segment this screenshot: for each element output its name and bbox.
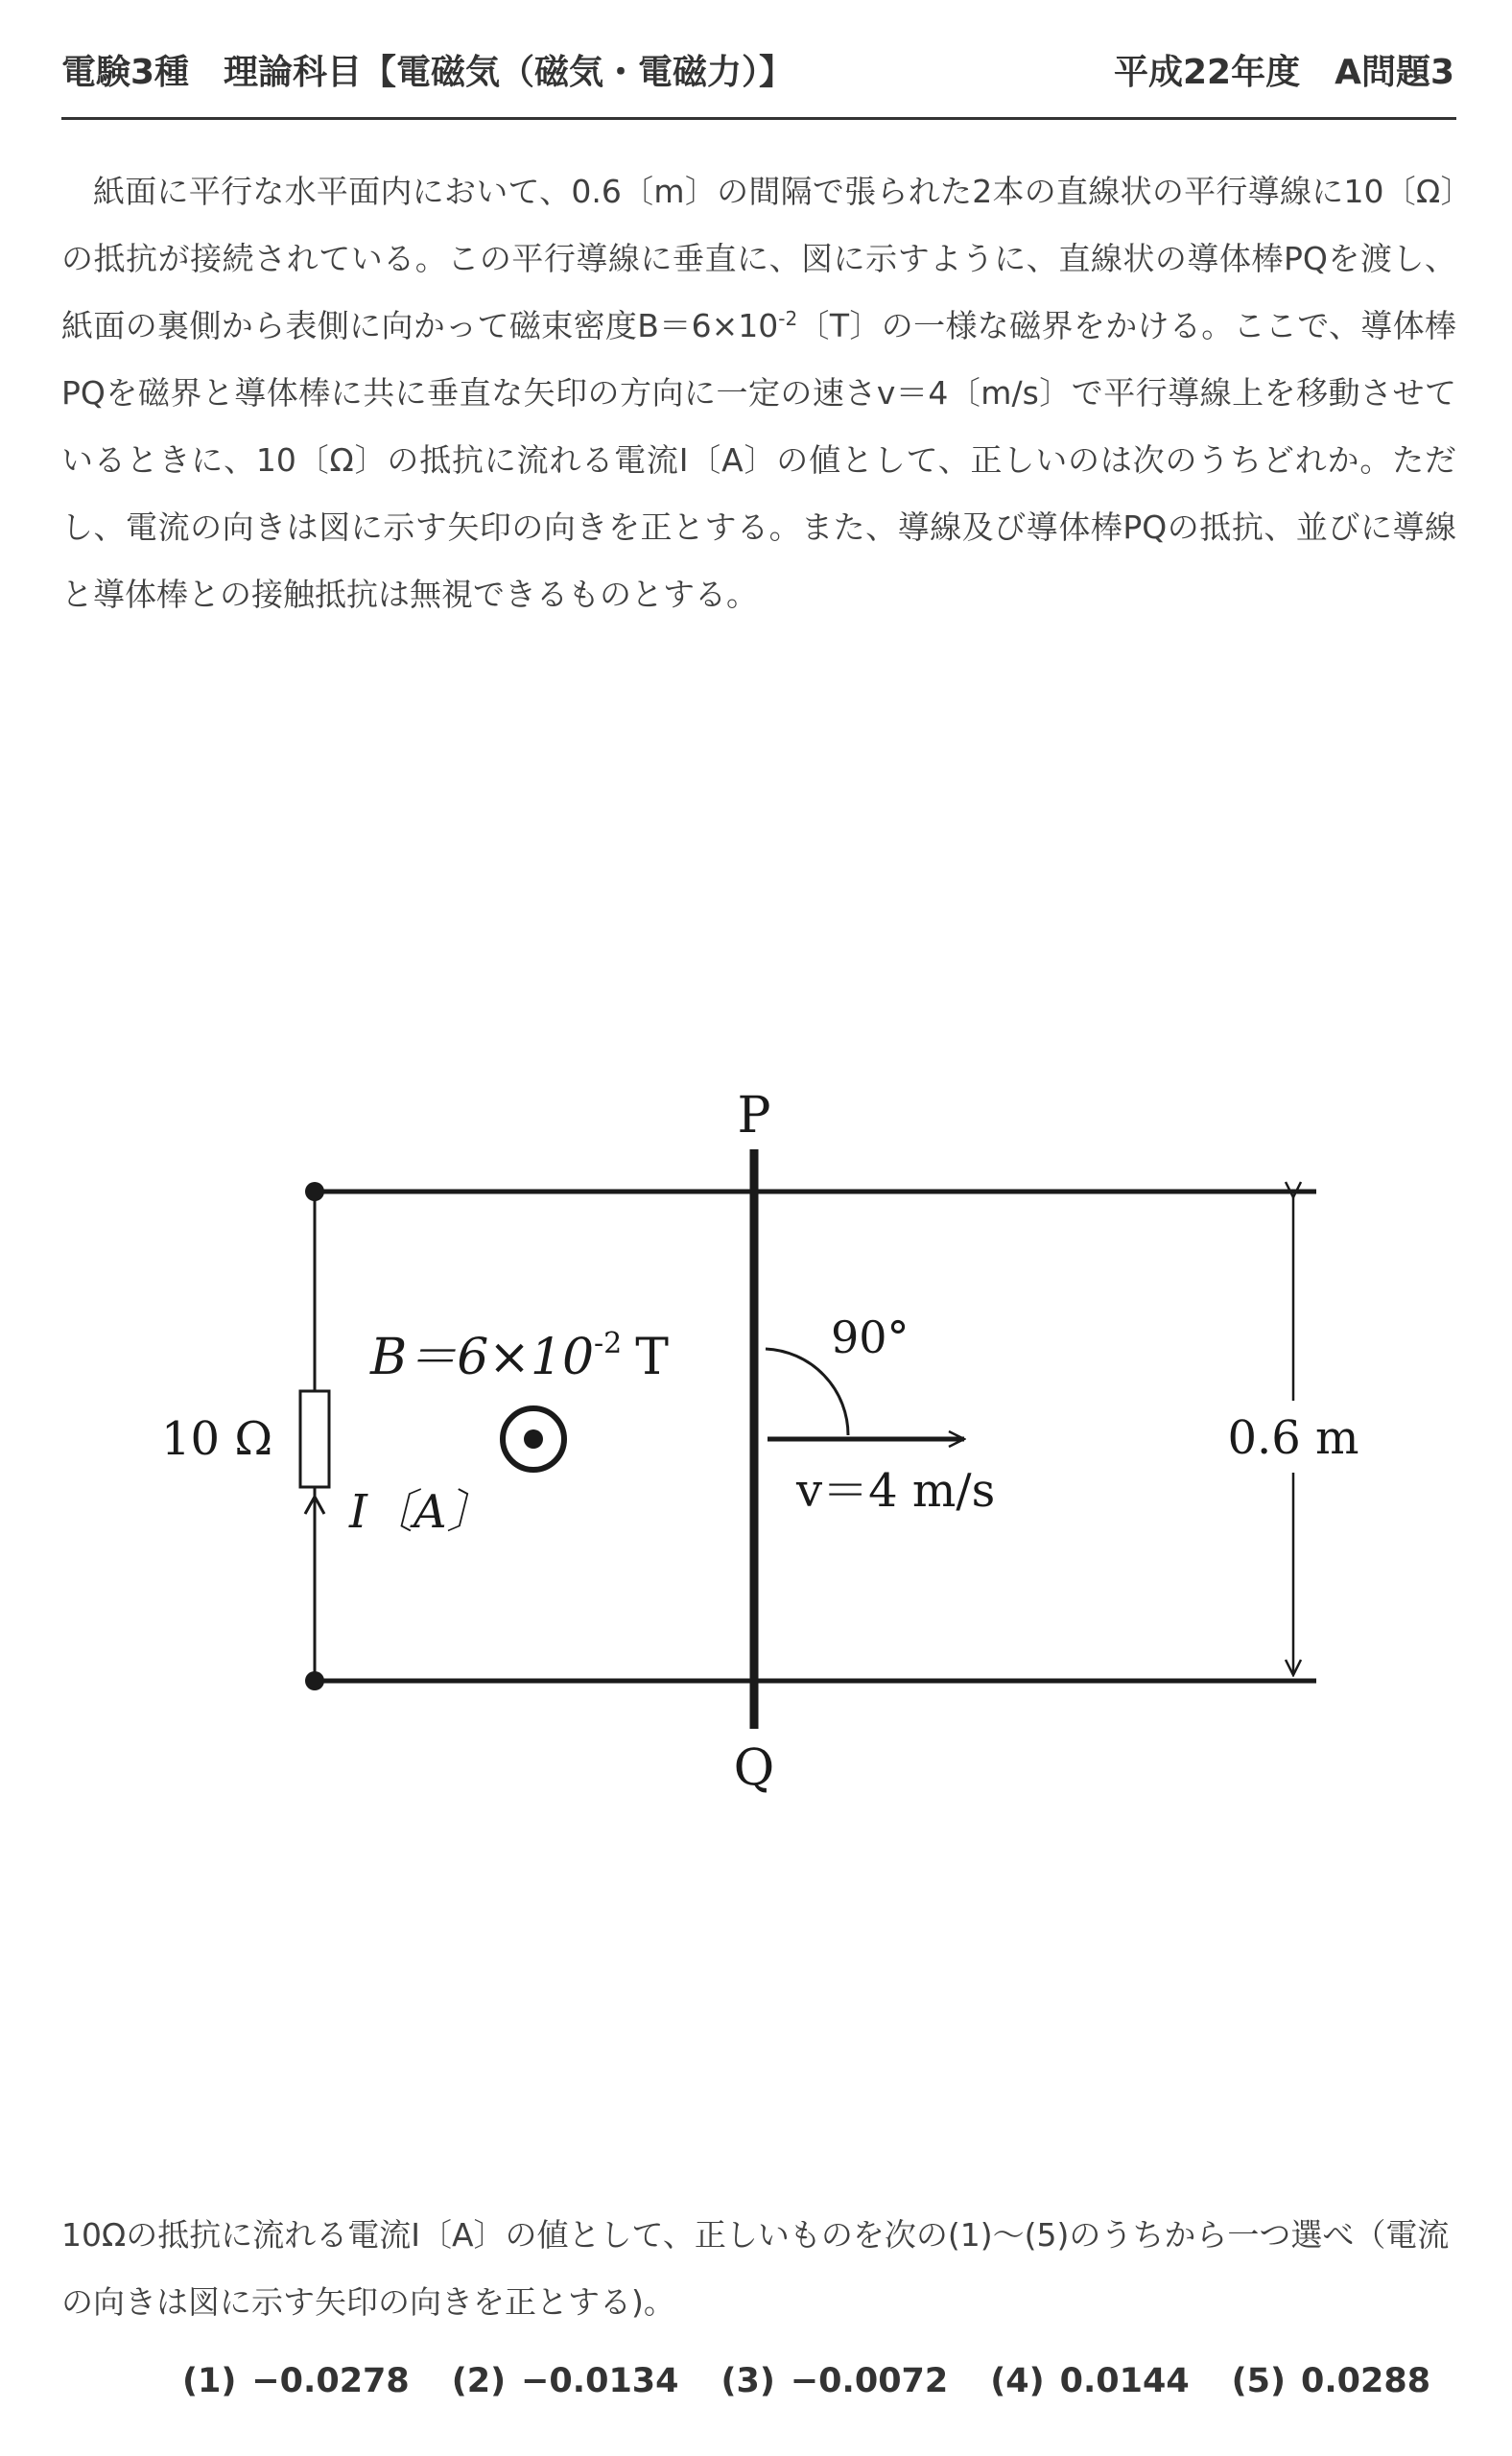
header-divider bbox=[61, 117, 1456, 120]
choice-1[interactable] bbox=[182, 2362, 410, 2400]
choice-4-number: (4) bbox=[990, 2362, 1045, 2400]
resistor-label: 10 Ω bbox=[161, 1412, 273, 1466]
answer-choices bbox=[182, 2352, 1431, 2410]
terminal-dot-bottom bbox=[305, 1671, 324, 1690]
field-label-unit: T bbox=[635, 1329, 669, 1386]
terminal-dot-top bbox=[305, 1182, 324, 1201]
choice-4[interactable] bbox=[990, 2362, 1189, 2400]
resistor bbox=[300, 1391, 329, 1487]
choice-1-value: −0.0278 bbox=[251, 2362, 410, 2400]
page-header bbox=[61, 42, 1454, 96]
field-label-exponent: -2 bbox=[594, 1327, 623, 1360]
problem-exponent: -2 bbox=[778, 307, 798, 330]
choice-2-number: (2) bbox=[451, 2362, 507, 2400]
choice-5[interactable] bbox=[1232, 2362, 1430, 2400]
current-label: I〔A〕 bbox=[349, 1485, 493, 1539]
choice-1-number: (1) bbox=[182, 2362, 237, 2400]
circuit-diagram bbox=[144, 1074, 1372, 1823]
choice-3[interactable] bbox=[721, 2362, 949, 2400]
problem-text-part1: 紙面に平行な水平面内において、0.6〔m〕の間隔で張られた2本の直線状の平行導線に10〔Ω〕の抵抗が接続されている。この平行導線に垂直に、図に示すように、直線状の導体棒PQを渡し、紙面の裏側から表側に向かって磁束密度B＝6×10 bbox=[61, 173, 1456, 344]
choice-5-number: (5) bbox=[1231, 2362, 1287, 2400]
choice-3-value: −0.0072 bbox=[790, 2362, 949, 2400]
field-label-base: B＝6×10 bbox=[370, 1329, 595, 1386]
field-label bbox=[369, 1327, 669, 1386]
choice-4-value: 0.0144 bbox=[1059, 2362, 1190, 2400]
question-text: 10Ωの抵抗に流れる電流I〔A〕の値として、正しいものを次の(1)～(5)のうちから一つ選べ（電流の向きは図に示す矢印の向きを正とする)。 bbox=[61, 2216, 1450, 2321]
magnetic-field-dot bbox=[524, 1429, 543, 1449]
choice-3-number: (3) bbox=[721, 2362, 775, 2400]
problem-statement bbox=[61, 158, 1456, 628]
angle-label: 90° bbox=[831, 1311, 910, 1363]
problem-text-part2: 〔T〕の一様な磁界をかける。ここで、導体棒PQを磁界と導体棒に共に垂直な矢印の方向に一定の速さv＝4〔m/s〕で平行導線上を移動させているときに、10〔Ω〕の抵抗に流れる電流I〔A〕の値として、正しいのは次のうちどれか。ただし、電流の向きは図に示す矢印の向きを正とする。また、導線及び導体棒PQの抵抗、並びに導線と導体棒との接触抵抗は無視できるものとする。 bbox=[61, 307, 1457, 613]
label-p: P bbox=[737, 1087, 771, 1145]
header-title: 電験3種 理論科目【電磁気（磁気・電磁力）】 bbox=[61, 52, 794, 92]
choice-2-value: −0.0134 bbox=[521, 2362, 679, 2400]
choice-5-value: 0.0288 bbox=[1301, 2362, 1431, 2400]
label-q: Q bbox=[733, 1739, 775, 1797]
distance-label: 0.6 m bbox=[1227, 1411, 1359, 1465]
choice-2[interactable] bbox=[452, 2362, 679, 2400]
header-exam-info: 平成22年度 A問題3 bbox=[1113, 52, 1454, 92]
velocity-label: v＝4 m/s bbox=[796, 1464, 996, 1518]
